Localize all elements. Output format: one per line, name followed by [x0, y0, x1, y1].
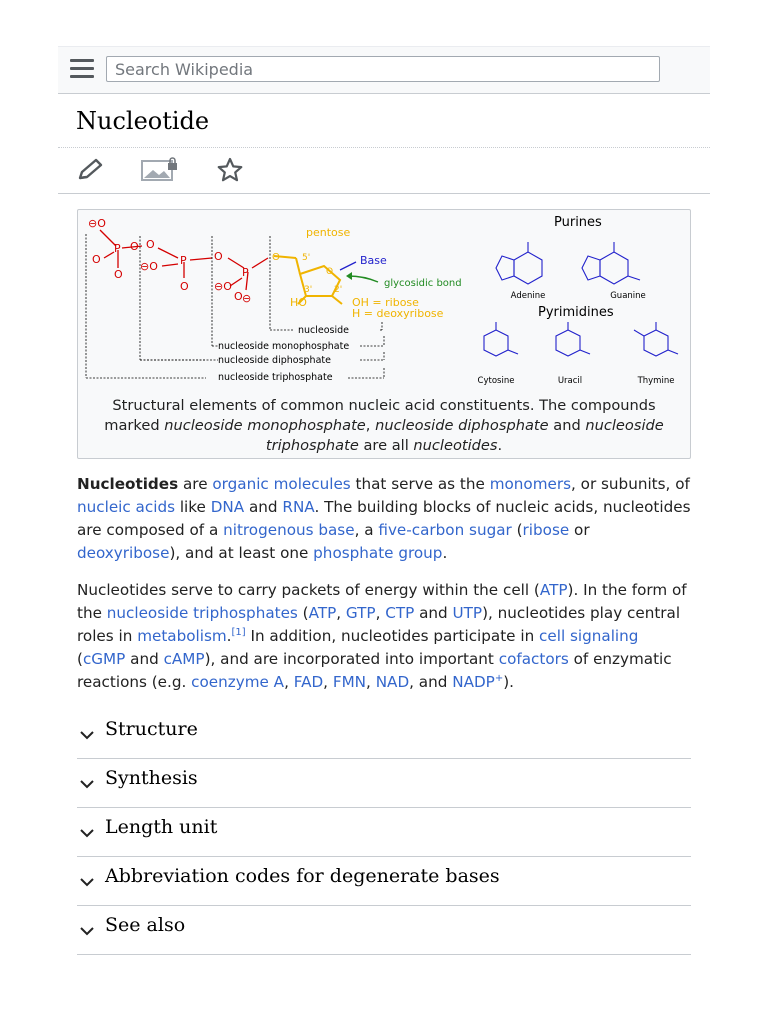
link-ribose[interactable]: ribose	[522, 521, 570, 539]
section-heading: Abbreviation codes for degenerate bases	[105, 865, 500, 887]
nucleotide-figure	[77, 209, 691, 459]
menu-icon[interactable]	[70, 59, 94, 79]
svg-text:O: O	[180, 280, 189, 293]
svg-text:O: O	[92, 253, 101, 266]
figure-caption: Structural elements of common nucleic acid constituents. The compounds marked nucleoside monophosphate, nucleoside diphosphate and nucleoside triphosphate are all nucleotides.	[104, 397, 664, 454]
link-fad[interactable]: FAD	[293, 673, 324, 691]
section-heading: See also	[105, 914, 186, 936]
intro-paragraph: Nucleotides are organic molecules that serve as the monomers, or subunits, of nucleic acids like DNA and RNA. The building blocks of nucleic acids, nucleotides are composed of a nitrogenous base, a five-carbon sugar (ribose or deoxyribose), and at least one phosphate group.	[77, 475, 691, 562]
triphosphate-label: nucleoside triphosphate	[218, 372, 333, 383]
nucleotide-diagram	[78, 210, 690, 390]
image-lock-icon[interactable]	[140, 156, 180, 184]
collapsible-sections	[58, 710, 710, 955]
link-coenzyme-a[interactable]: coenzyme A	[191, 673, 285, 691]
reference-1[interactable]: [1]	[231, 626, 246, 638]
section-abbreviation-codes[interactable]	[77, 857, 691, 906]
link-deoxyribose[interactable]: deoxyribose	[77, 544, 170, 562]
link-five-carbon-sugar[interactable]: five-carbon sugar	[378, 521, 512, 539]
article-page	[58, 46, 710, 955]
watchlist-star-icon[interactable]	[214, 156, 246, 184]
link-fmn[interactable]: FMN	[332, 673, 367, 691]
section-heading: Synthesis	[105, 767, 198, 789]
deoxyribose-label: H = deoxyribose	[352, 307, 444, 320]
svg-text:O: O	[234, 290, 243, 303]
section-structure[interactable]	[77, 710, 691, 759]
chevron-down-icon	[79, 877, 95, 887]
glycosidic-bond-label: glycosidic bond	[384, 278, 462, 289]
carbon-2-label: 2'	[334, 285, 343, 295]
link-monomers[interactable]: monomers	[489, 475, 571, 493]
link-organic-molecules[interactable]: organic molecules	[212, 475, 351, 493]
svg-text:O: O	[114, 268, 123, 281]
pentose-label: pentose	[306, 226, 351, 239]
uracil-structure	[556, 322, 590, 356]
header-bar	[58, 46, 710, 94]
chevron-down-icon	[79, 730, 95, 740]
link-nucleic-acids[interactable]: nucleic acids	[77, 498, 175, 516]
adenine-label: Adenine	[510, 291, 546, 301]
thymine-label: Thymine	[637, 376, 675, 386]
phosphate-o-minus: ⊖O	[88, 217, 106, 230]
purines-heading: Purines	[554, 215, 602, 230]
section-synthesis[interactable]	[77, 759, 691, 808]
diphosphate-label: nucleoside diphosphate	[218, 355, 331, 366]
ribose-label: OH = ribose	[352, 296, 419, 309]
cytosine-structure	[484, 322, 518, 356]
adenine-structure	[496, 242, 542, 284]
link-dna[interactable]: DNA	[210, 498, 245, 516]
page-title: Nucleotide	[58, 94, 710, 148]
link-cgmp[interactable]: cGMP	[82, 650, 126, 668]
nucleoside-label: nucleoside	[298, 325, 350, 336]
link-metabolism[interactable]: metabolism	[137, 627, 227, 645]
link-cofactors[interactable]: cofactors	[498, 650, 569, 668]
carbon-5-label: 5'	[302, 253, 311, 263]
svg-text:⊖O: ⊖O	[140, 260, 158, 273]
carbon-3-label: 3'	[304, 285, 313, 295]
monophosphate-label: nucleoside monophosphate	[218, 341, 350, 352]
guanine-label: Guanine	[610, 291, 646, 301]
link-camp[interactable]: cAMP	[163, 650, 205, 668]
chevron-down-icon	[79, 828, 95, 838]
section-heading: Structure	[105, 718, 198, 740]
ho-label: HO	[290, 296, 307, 309]
page-actions	[58, 148, 710, 194]
link-gtp[interactable]: GTP	[345, 604, 376, 622]
chevron-down-icon	[79, 779, 95, 789]
svg-text:P: P	[114, 242, 121, 255]
section-length-unit[interactable]	[77, 808, 691, 857]
link-utp[interactable]: UTP	[452, 604, 483, 622]
link-rna[interactable]: RNA	[282, 498, 315, 516]
function-paragraph: Nucleotides serve to carry packets of energy within the cell (ATP). In the form of the nucleoside triphosphates (ATP, GTP, CTP and UTP), nucleotides play central roles in metabolism.[1] In addition, nucleotides participate in cell signaling (cGMP and cAMP), and are incorporated into important cofactors of enzymatic reactions (e.g. coenzyme A, FAD, FMN, NAD, and NADP+).	[77, 581, 687, 691]
svg-text:O: O	[146, 238, 155, 251]
thymine-structure	[634, 322, 678, 356]
svg-text:P: P	[242, 266, 249, 279]
svg-text:⊖O: ⊖O	[214, 280, 232, 293]
section-heading: Length unit	[105, 816, 218, 838]
svg-text:O: O	[272, 252, 280, 263]
svg-text:⊖: ⊖	[242, 292, 252, 305]
link-nitrogenous-base[interactable]: nitrogenous base	[223, 521, 355, 539]
link-nad[interactable]: NAD	[375, 673, 410, 691]
search-input[interactable]	[106, 56, 660, 82]
link-nucleoside-triphosphates[interactable]: nucleoside triphosphates	[106, 604, 298, 622]
link-atp-2[interactable]: ATP	[308, 604, 337, 622]
guanine-structure	[582, 242, 640, 284]
link-ctp[interactable]: CTP	[385, 604, 415, 622]
uracil-label: Uracil	[557, 376, 583, 386]
edit-icon[interactable]	[74, 156, 106, 184]
link-phosphate-group[interactable]: phosphate group	[313, 544, 443, 562]
svg-text:O: O	[130, 240, 139, 253]
section-see-also[interactable]	[77, 906, 691, 955]
svg-text:O: O	[326, 267, 334, 277]
cytosine-label: Cytosine	[477, 376, 515, 386]
link-cell-signaling[interactable]: cell signaling	[539, 627, 639, 645]
svg-text:P: P	[180, 254, 187, 267]
chevron-down-icon	[79, 926, 95, 936]
link-nadp[interactable]: NADP+	[452, 672, 504, 691]
pyrimidines-heading: Pyrimidines	[538, 305, 614, 320]
base-label: Base	[360, 254, 387, 267]
link-atp[interactable]: ATP	[539, 581, 568, 599]
svg-text:O: O	[214, 250, 223, 263]
